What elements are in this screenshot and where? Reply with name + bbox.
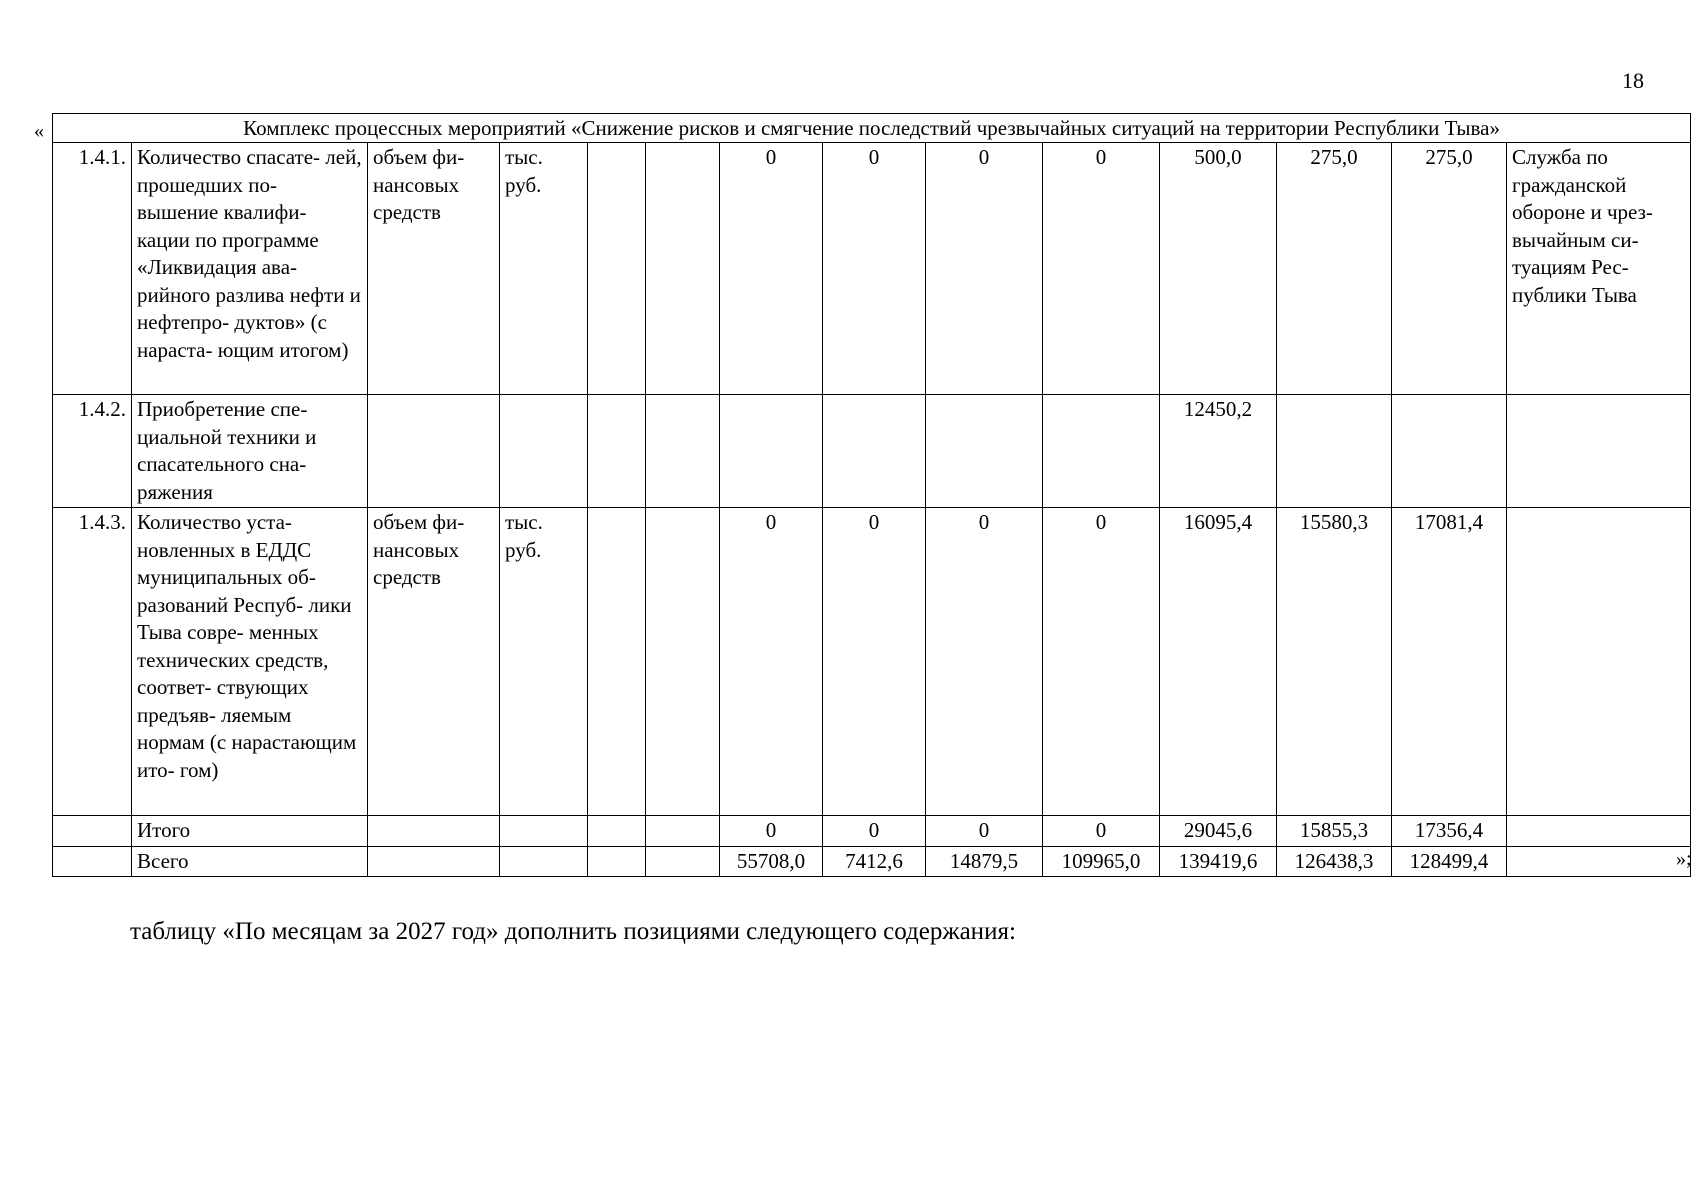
row-value: 0 (1043, 508, 1160, 816)
row-value: 275,0 (1277, 143, 1392, 395)
itogo-value: 15855,3 (1277, 816, 1392, 847)
vsego-label: Всего (132, 846, 368, 877)
row-indicator: объем фи- нансовых средств (368, 143, 500, 395)
measures-table (52, 113, 1691, 877)
itogo-value: 17356,4 (1392, 816, 1507, 847)
row-cell-empty (646, 508, 720, 816)
row-cell-empty (588, 816, 646, 847)
row-value: 12450,2 (1160, 395, 1277, 508)
row-value: 16095,4 (1160, 508, 1277, 816)
row-name: Количество уста- новленных в ЕДДС муниципальных об- разований Респуб- лики Тыва совре- менных технических средств, соответ- ствующих предъяв- ляемым нормам (с нарастающим ито- гом) (132, 508, 368, 816)
table-row (53, 395, 1691, 508)
row-cell-empty (646, 395, 720, 508)
itogo-value: 0 (823, 816, 926, 847)
row-value: 275,0 (1392, 143, 1507, 395)
row-value: 0 (1043, 143, 1160, 395)
row-cell-empty (1507, 846, 1691, 877)
vsego-value: 109965,0 (1043, 846, 1160, 877)
vsego-value: 126438,3 (1277, 846, 1392, 877)
row-code: 1.4.2. (53, 395, 132, 508)
row-cell-empty (588, 143, 646, 395)
row-code: 1.4.1. (53, 143, 132, 395)
row-cell-empty (500, 846, 588, 877)
row-indicator (368, 395, 500, 508)
row-value: 0 (720, 508, 823, 816)
row-value: 500,0 (1160, 143, 1277, 395)
row-cell-empty (646, 846, 720, 877)
row-unit (500, 395, 588, 508)
row-value: 0 (926, 143, 1043, 395)
row-cell-empty (1507, 816, 1691, 847)
itogo-value: 29045,6 (1160, 816, 1277, 847)
vsego-value: 139419,6 (1160, 846, 1277, 877)
row-responsible: Служба по гражданской обороне и чрез- вычайным си- туациям Рес- публики Тыва (1507, 143, 1691, 395)
row-indicator: объем фи- нансовых средств (368, 508, 500, 816)
row-responsible (1507, 508, 1691, 816)
closing-quote-mark: »; (1676, 848, 1692, 870)
row-cell-empty (646, 143, 720, 395)
row-responsible (1507, 395, 1691, 508)
vsego-value: 55708,0 (720, 846, 823, 877)
vsego-value: 7412,6 (823, 846, 926, 877)
row-value (1277, 395, 1392, 508)
row-cell-empty (588, 846, 646, 877)
row-cell-empty (500, 816, 588, 847)
row-value (926, 395, 1043, 508)
table-title: Комплекс процессных мероприятий «Снижение рисков и смягчение последствий чрезвычайных ситуаций на территории Республики Тыва» (53, 114, 1691, 143)
vsego-value: 14879,5 (926, 846, 1043, 877)
body-paragraph: таблицу «По месяцам за 2027 год» дополнить позициями следующего содержания: (130, 918, 1016, 945)
table-row (53, 143, 1691, 395)
table-row (53, 508, 1691, 816)
row-value: 0 (823, 143, 926, 395)
row-value: 0 (720, 143, 823, 395)
row-unit: тыс. руб. (500, 143, 588, 395)
row-cell-empty (588, 508, 646, 816)
itogo-value: 0 (926, 816, 1043, 847)
row-cell-empty (588, 395, 646, 508)
itogo-value: 0 (720, 816, 823, 847)
itogo-value: 0 (1043, 816, 1160, 847)
opening-quote-mark: « (34, 120, 44, 142)
row-value: 15580,3 (1277, 508, 1392, 816)
row-value: 17081,4 (1392, 508, 1507, 816)
row-value: 0 (926, 508, 1043, 816)
row-cell-empty (368, 816, 500, 847)
row-code (53, 816, 132, 847)
row-unit: тыс. руб. (500, 508, 588, 816)
row-cell-empty (368, 846, 500, 877)
itogo-label: Итого (132, 816, 368, 847)
row-value (720, 395, 823, 508)
row-cell-empty (646, 816, 720, 847)
table-title-row (53, 114, 1691, 143)
row-name: Приобретение спе- циальной техники и спасательного сна- ряжения (132, 395, 368, 508)
itogo-row (53, 816, 1691, 847)
row-value (1392, 395, 1507, 508)
row-name: Количество спасате- лей, прошедших по- вышение квалифи- кации по программе «Ликвидация ава- рийного разлива нефти и нефтепро- дуктов» (с нараста- ющим итогом) (132, 143, 368, 395)
row-value: 0 (823, 508, 926, 816)
page-number: 18 (1622, 68, 1644, 93)
row-value (823, 395, 926, 508)
vsego-row (53, 846, 1691, 877)
row-value (1043, 395, 1160, 508)
vsego-value: 128499,4 (1392, 846, 1507, 877)
row-code: 1.4.3. (53, 508, 132, 816)
row-code (53, 846, 132, 877)
